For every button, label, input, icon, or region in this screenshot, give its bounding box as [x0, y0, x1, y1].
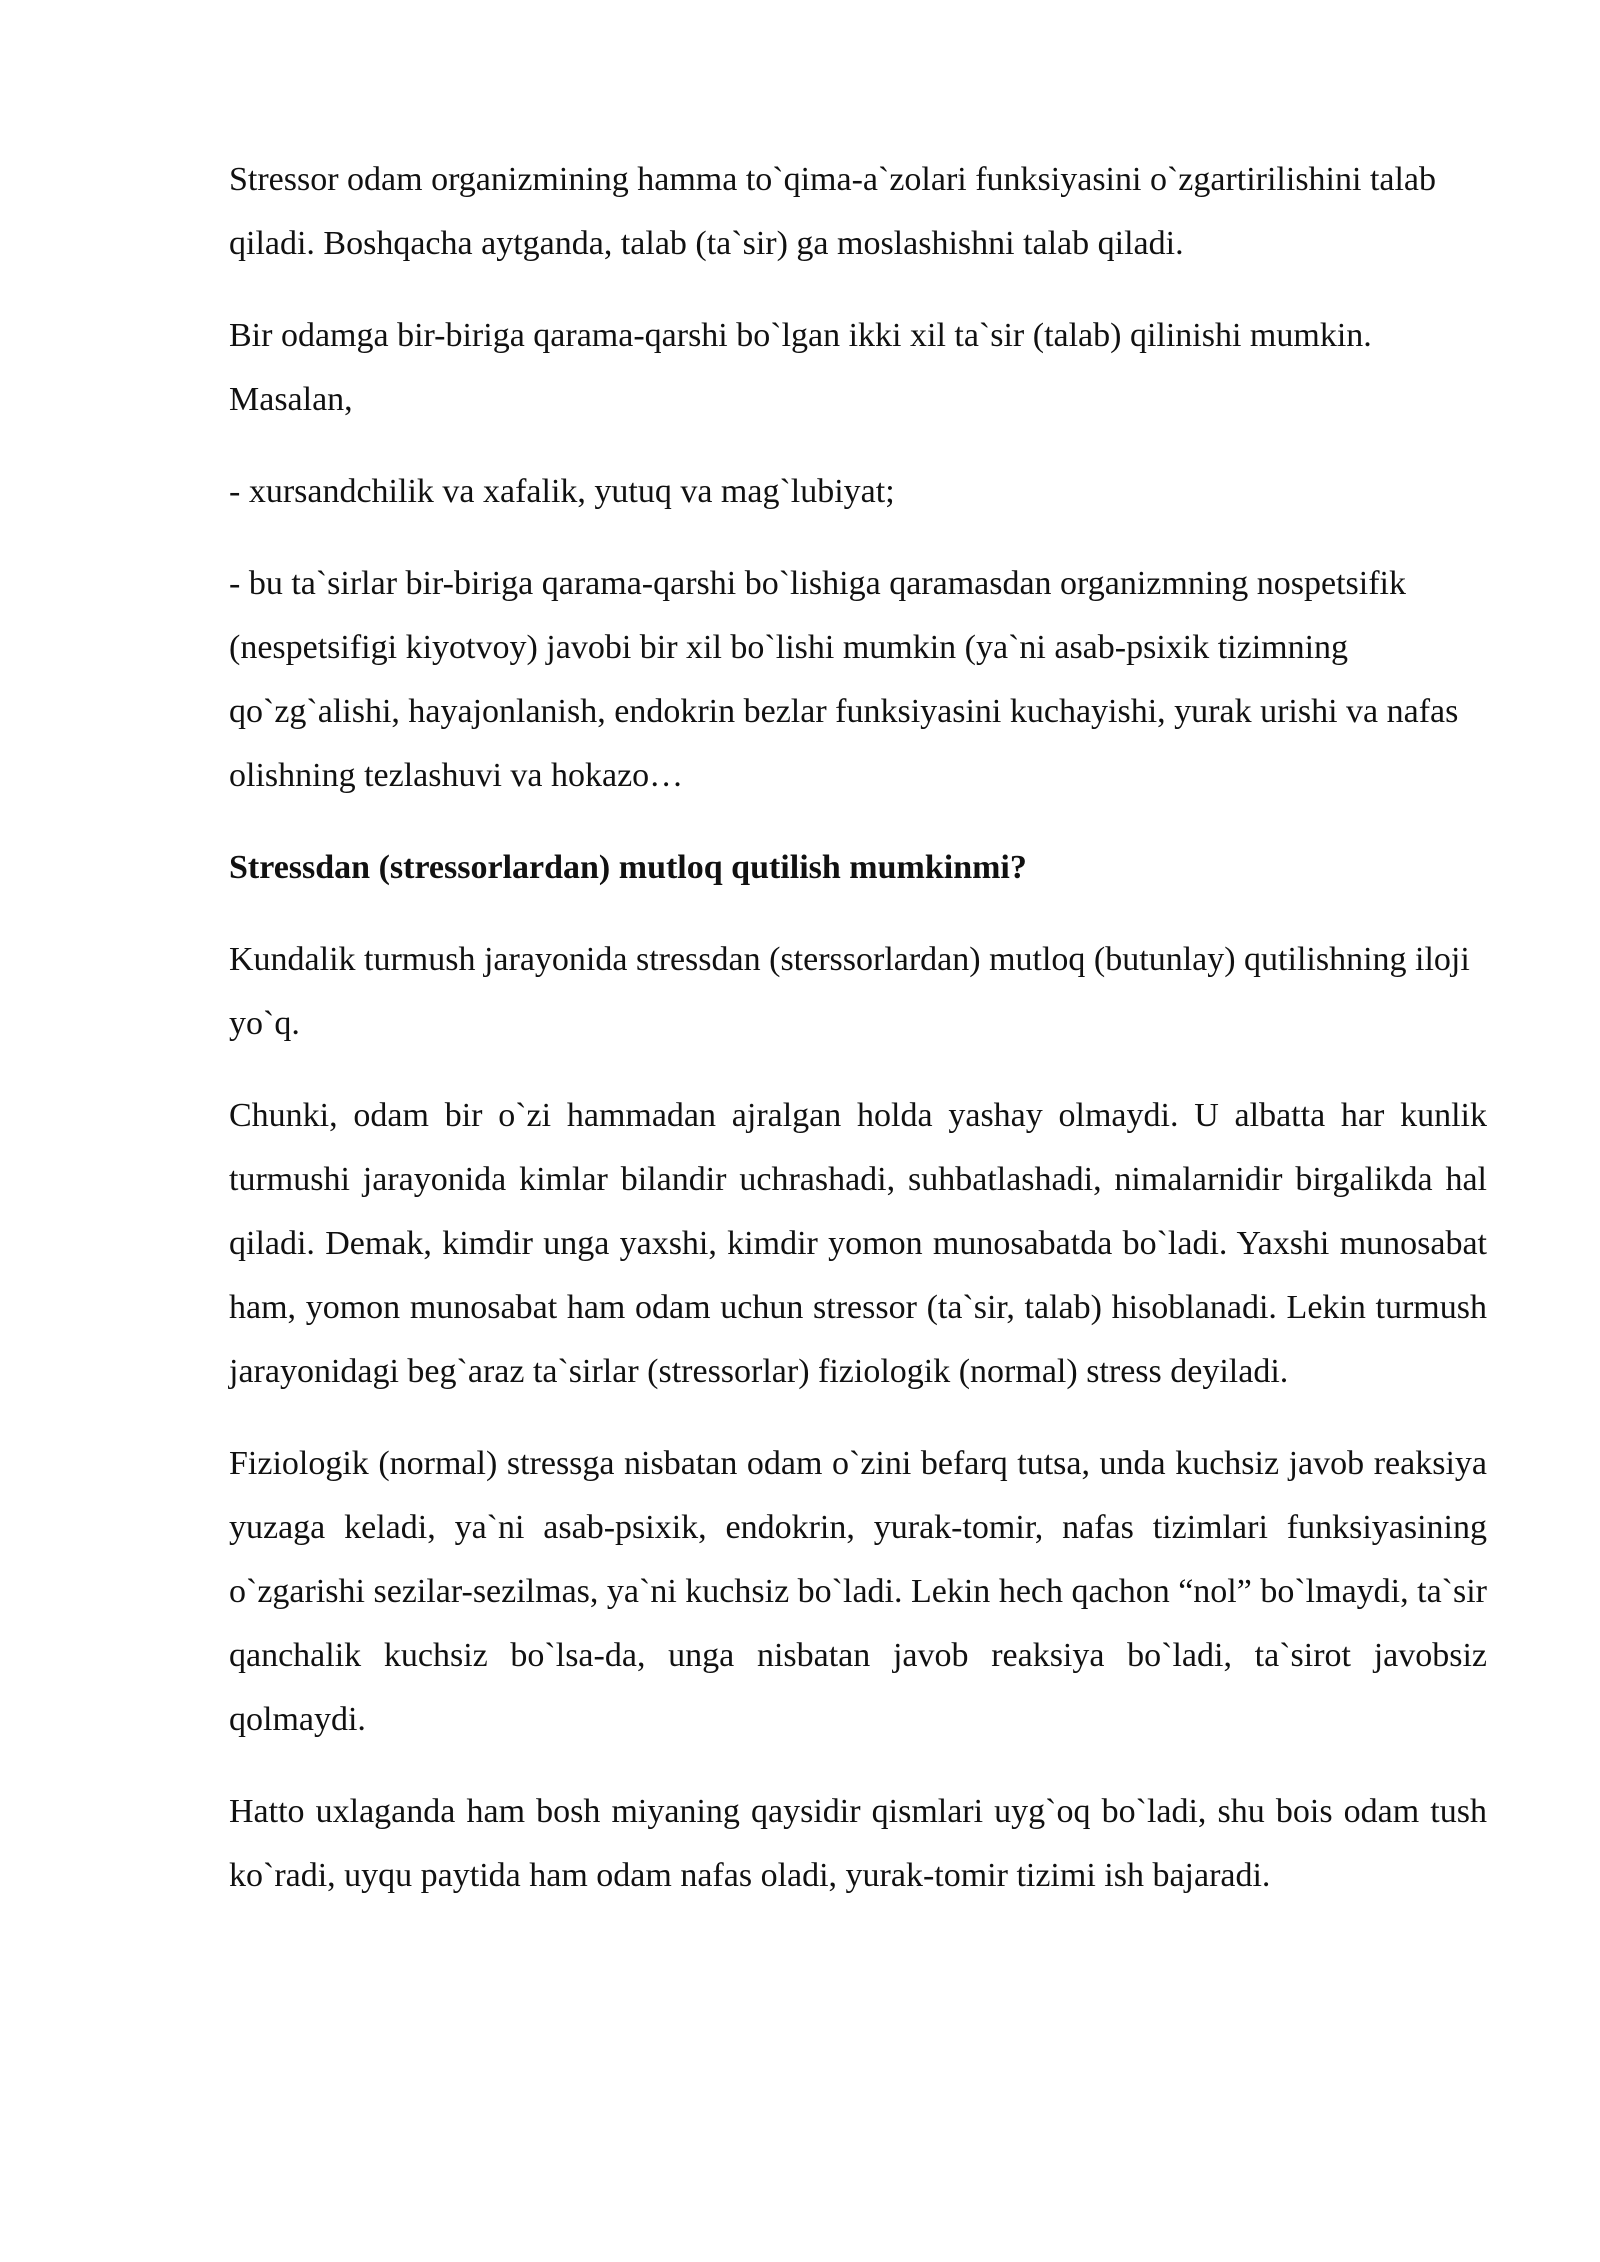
paragraph-sleep: Hatto uxlaganda ham bosh miyaning qaysidir qismlari uyg`oq bo`ladi, shu bois odam tush ko`radi, uyqu paytida ham odam nafas oladi, yurak-tomir tizimi ish bajaradi. — [229, 1793, 1487, 1894]
paragraph-daily-life: Kundalik turmush jarayonida stressdan (sterssorlardan) mutloq (butunlay) qutilishning iloji yo`q. — [229, 941, 1470, 1042]
paragraph-stressor-intro: Stressor odam organizmining hamma to`qima-a`zolari funksiyasini o`zgartirilishini talab qiladi. Boshqacha aytganda, talab (ta`sir) ga moslashishni talab qiladi. — [229, 161, 1437, 262]
paragraph-physiological-stress: Fiziologik (normal) stressga nisbatan odam o`zini befarq tutsa, unda kuchsiz javob reaksiya yuzaga keladi, ya`ni asab-psixik, endokrin, yurak-tomir, nafas tizimlari funksiyasining o`zgarishi sezilar-sezilmas, ya`ni kuchsiz bo`ladi. Lekin hech qachon “nol” bo`lmaydi, ta`sir qanchalik kuchsiz bo`lsa-da, unga nisbatan javob reaksiya bo`ladi, ta`sirot javobsiz qolmaydi. — [229, 1445, 1487, 1738]
list-item-joy-sorrow: - xursandchilik va xafalik, yutuq va mag`lubiyat; — [229, 473, 895, 510]
list-item-nonspecific-response: - bu ta`sirlar bir-biriga qarama-qarshi bo`lishiga qaramasdan organizmning nospetsifik (nespetsifigi kiyotvoy) javobi bir xil bo`lishi mumkin (ya`ni asab-psixik tizimning qo`zg`alishi, hayajonlanish, endokrin bezlar funksiyasini kuchayishi, yurak urishi va nafas olishning tezlashuvi va hokazo… — [229, 565, 1459, 794]
document-body — [229, 148, 1487, 1936]
paragraph-social-contact: Chunki, odam bir o`zi hammadan ajralgan holda yashay olmaydi. U albatta har kunlik turmushi jarayonida kimlar bilandir uchrashadi, suhbatlashadi, nimalarnidir birgalikda hal qiladi. Demak, kimdir unga yaxshi, kimdir yomon munosabatda bo`ladi. Yaxshi munosabat ham, yomon munosabat ham odam uchun stressor (ta`sir, talab) hisoblanadi. Lekin turmush jarayonidagi beg`araz ta`sirlar (stressorlar) fiziologik (normal) stress deyiladi. — [229, 1097, 1487, 1390]
section-heading: Stressdan (stressorlardan) mutloq qutilish mumkinmi? — [229, 849, 1027, 886]
paragraph-two-effects: Bir odamga bir-biriga qarama-qarshi bo`lgan ikki xil ta`sir (talab) qilinishi mumkin. Masalan, — [229, 317, 1372, 418]
